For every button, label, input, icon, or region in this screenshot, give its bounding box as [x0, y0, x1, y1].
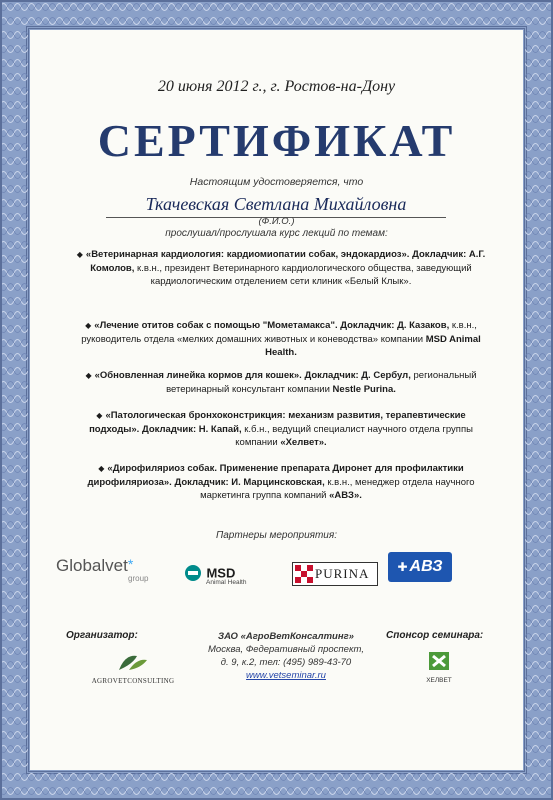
bullet-icon: ◆ — [76, 250, 83, 259]
agrovet-text: AGROVETCONSULTING — [91, 677, 175, 685]
company-name: «Хелвет». — [280, 437, 327, 448]
partners-title: Партнеры мероприятия: — [216, 530, 337, 541]
organizer-address2: д. 9, к.2, тел: (495) 989-43-70 — [220, 657, 352, 668]
speaker-label: Докладчик: — [141, 423, 197, 435]
avz-text: АВЗ — [409, 558, 443, 575]
lecture-title: «Обновленная линейка кормов для кошек». — [94, 370, 302, 381]
globalvet-text: Globalvet — [56, 556, 128, 575]
leaf-icon — [115, 650, 151, 672]
lecture-title: «Ветеринарная кардиология: кардиомиопатии собак, эндокардиоз». — [85, 249, 410, 260]
listened-text: прослушал/прослушала курс лекций по темам: — [165, 228, 388, 239]
lecture-item — [76, 369, 486, 396]
company-name: «АВЗ». — [329, 490, 362, 501]
helvet-logo — [414, 650, 464, 684]
checkerboard-icon — [295, 565, 313, 583]
lecture-item — [76, 462, 486, 503]
asterisk-icon: * — [127, 556, 134, 572]
speaker-label: Докладчик: — [340, 320, 395, 331]
certify-text: Настоящим удостоверяется, что — [189, 176, 364, 188]
globalvet-logo — [56, 556, 166, 583]
lecture-item — [76, 248, 486, 289]
certificate-content — [36, 36, 517, 764]
company-name: MSD Animal Health. — [265, 333, 481, 358]
speaker-label: Докладчик: — [304, 370, 359, 381]
msd-text: MSD — [206, 565, 236, 581]
event-date: 20 июня 2012 г., г. Ростов-на-Дону — [157, 78, 396, 95]
lecture-title: «Дирофиляриоз собак. Применение препарата Диронет для профилактики дирофиляриоза». — [87, 463, 464, 488]
msd-icon — [184, 564, 202, 582]
msd-sub: Animal Health — [206, 579, 247, 587]
recipient-name: Ткачевская Светлана Михайловна — [106, 194, 446, 218]
organizer-label: Организатор: — [66, 630, 138, 641]
speaker-name: Н. Капай, — [198, 423, 242, 435]
speaker-details: к.в.н., президент Ветеринарного кардиологического общества, заведующий кардиологическим отделением сети клиник «Белый Клык». — [137, 262, 472, 287]
bullet-icon: ◆ — [98, 464, 105, 473]
lecture-title: «Патологическая бронхоконстрикция: механизм развития, терапевтические подходы». — [89, 410, 466, 435]
certificate-title: СЕРТИФИКАТ — [97, 115, 456, 166]
company-name: Nestle Purina. — [332, 383, 396, 395]
purina-logo — [292, 562, 378, 586]
bullet-icon: ◆ — [96, 411, 103, 420]
speaker-details: региональный ветеринарный консультант компании — [166, 370, 477, 395]
sponsor-label: Спонсор семинара: — [386, 630, 484, 641]
agrovet-logo — [88, 650, 178, 685]
msd-logo — [184, 564, 274, 586]
organizer-name: ЗАО «АгроВетКонсалтинг» — [218, 631, 354, 642]
lecture-item — [76, 409, 486, 450]
speaker-details: к.б.н., ведущий специалист научного отдела группы компании — [235, 423, 473, 448]
lecture-title: «Лечение отитов собак с помощью "Мометамакса". — [94, 320, 338, 331]
avz-logo — [388, 552, 452, 582]
organizer-info — [186, 630, 386, 682]
organizer-website[interactable]: www.vetseminar.ru — [246, 670, 326, 681]
bullet-icon: ◆ — [85, 321, 92, 330]
speaker-name: И. Марцинсковская, — [231, 476, 325, 488]
speaker-label: Докладчик: — [174, 476, 229, 488]
speaker-name: Д. Сербул, — [361, 370, 411, 381]
purina-text: PURINA — [315, 566, 370, 581]
helvet-icon — [427, 650, 451, 672]
bullet-icon: ◆ — [85, 371, 92, 380]
globalvet-sub: group — [128, 574, 149, 583]
lecture-item — [76, 319, 486, 360]
fio-label: (Ф.И.О.) — [258, 216, 295, 227]
speaker-name: А.Г. Комолов, — [90, 249, 486, 274]
organizer-address: Москва, Федеративный проспект, — [208, 644, 364, 655]
speaker-label: Докладчик: — [412, 249, 467, 260]
speaker-details: к.в.н., менеджер отдела научного маркетинга группа компаний — [200, 476, 475, 501]
speaker-details: к.в.н., руководитель отдела «мелких домашних животных и коневодства» компании — [81, 320, 477, 345]
helvet-text: ХЕЛВЕТ — [426, 677, 452, 684]
plus-icon: ✚ — [397, 560, 408, 574]
speaker-name: Д. Казаков, — [397, 320, 450, 331]
